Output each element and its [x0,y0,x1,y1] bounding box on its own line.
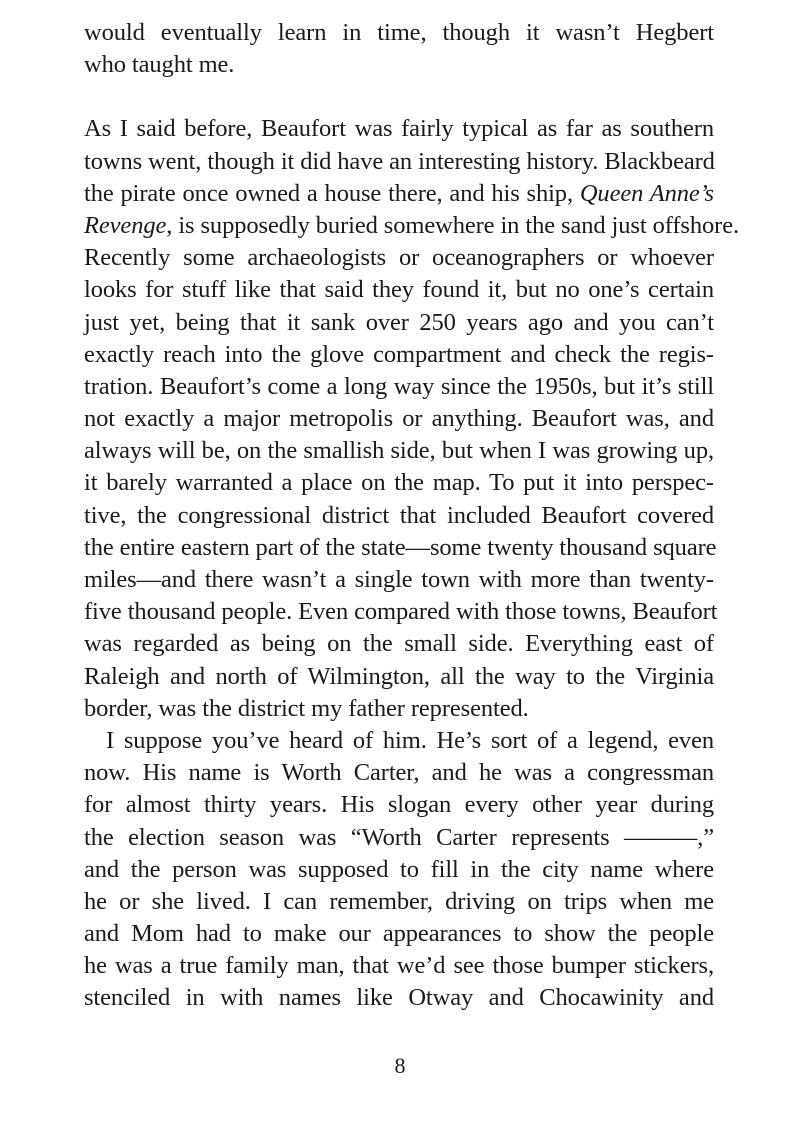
text-line: the election season was “Worth Carter represents ———,” [84,823,714,851]
paragraph-3 [84,725,714,1015]
text-line: it barely warranted a place on the map. To put it into perspec- [84,469,714,497]
paragraph-gap [84,81,714,113]
text-line: looks for stuff like that said they found it, but no one’s certain [84,276,714,304]
text-line: towns went, though it did have an interesting history. Blackbeard [84,147,715,175]
text-line: Raleigh and north of Wilmington, all the way to the Virginia [84,662,714,690]
text-line: miles—and there wasn’t a single town with more than twenty- [84,566,714,593]
text-line: the entire eastern part of the state—some twenty thousand square [84,533,717,561]
text-line: who taught me. [84,51,235,79]
text-line [84,178,714,210]
text-line: exactly reach into the glove compartment and check the regis- [84,340,714,368]
text-line: always will be, on the smallish side, but when I was growing up, [84,437,714,465]
text-line: was regarded as being on the small side. Everything east of [84,630,714,658]
text-line: for almost thirty years. His slogan every other year during [84,791,714,819]
text-line: I suppose you’ve heard of him. He’s sort of a legend, even [106,726,714,754]
text-fragment: is supposedly buried somewhere in the sand just offshore. [178,211,739,239]
text-line: now. His name is Worth Carter, and he was a congressman [84,759,714,787]
text-line: just yet, being that it sank over 250 years ago and you can’t [84,308,714,336]
italic-title-fragment: Revenge [84,211,167,239]
text-line: As I said before, Beaufort was fairly typical as far as southern [84,115,714,143]
text-line: he was a true family man, that we’d see those bumper stickers, [84,952,714,980]
paragraph-2 [84,113,739,725]
text-line: Recently some archaeologists or oceanographers or whoever [84,244,714,272]
text-line: tive, the congressional district that included Beaufort covered [84,501,714,529]
text-line: stenciled in with names like Otway and Chocawinity and [84,984,714,1012]
text-line: he or she lived. I can remember, driving on trips when me [84,887,714,915]
book-page-body [84,17,739,1015]
text-line: tration. Beaufort’s come a long way since the 1950s, but it’s still [84,372,714,400]
text-fragment: the pirate once owned a house there, and his ship, [84,179,580,207]
paragraph-1 [84,17,714,81]
text-line [84,210,739,242]
text-line: five thousand people. Even compared with those towns, Beaufort [84,598,718,626]
text-line: not exactly a major metropolis or anything. Beaufort was, and [84,405,714,433]
text-line: would eventually learn in time, though it wasn’t Hegbert [84,19,714,46]
text-line: and Mom had to make our appearances to show the people [84,920,714,948]
page-number: 8 [394,1053,406,1078]
text-line: border, was the district my father represented. [84,694,529,722]
text-fragment: , [166,211,173,239]
italic-title-fragment: Queen Anne’s [579,179,714,207]
text-line: and the person was supposed to fill in the city name where [84,855,714,883]
